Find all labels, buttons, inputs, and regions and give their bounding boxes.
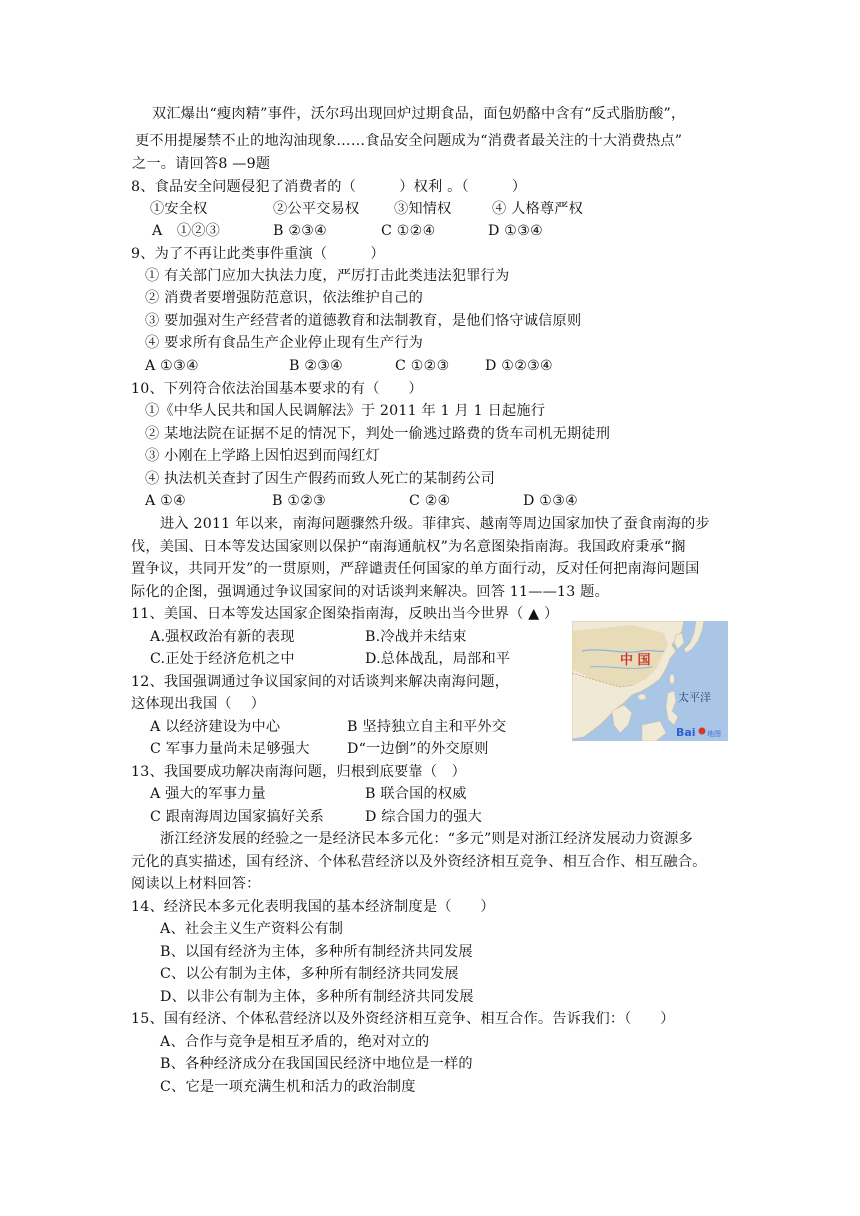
intro1-line2: 更不用提屡禁不止的地沟油现象……食品安全问题成为“消费者最关注的十大消费热点”: [135, 133, 683, 149]
q10-choice-b: B ①②③: [272, 493, 327, 509]
q14-stem: 14、经济民本多元化表明我国的基本经济制度是（ ）: [131, 899, 495, 915]
q13-stem: 13、我国要成功解决南海问题，归根到底要靠（ ）: [131, 764, 466, 780]
q11-choice-c: C.正处于经济危机之中: [150, 651, 295, 667]
map-logo-suffix: 地图: [707, 730, 721, 738]
q8-item-1: ①安全权: [150, 201, 208, 217]
q12-choice-b: B 坚持独立自主和平外交: [347, 719, 507, 735]
q12-choice-a: A 以经济建设为中心: [150, 719, 281, 735]
q9-item-4: ④ 要求所有食品生产企业停止现有生产行为: [145, 335, 424, 351]
q8-choice-a: A ①②③: [152, 223, 220, 239]
q12-stem-line2: 这体现出我国（ ）: [131, 696, 266, 712]
q9-choice-c: C ①②③: [395, 358, 450, 374]
q13-choice-b: B 联合国的权威: [365, 786, 467, 802]
q10-stem: 10、下列符合依法治国基本要求的有（ ）: [131, 381, 423, 397]
q9-choices: [145, 356, 553, 376]
south-china-sea-map: [572, 621, 728, 741]
q9-item-2: ② 消费者要增强防范意识，依法维护自己的: [145, 290, 424, 306]
q8-choices: [152, 221, 543, 241]
intro2-line4: 际化的企图，强调通过争议国家间的对话谈判来解决。回答 11——13 题。: [131, 584, 609, 600]
intro2-line3: 置争议，共同开发”的一贯原则，严辞谴责任何国家的单方面行动，反对任何把南海问题国: [131, 561, 700, 577]
q8-choice-c: C ①②④: [381, 223, 436, 239]
intro1-line3: 之一。请回答8 —9题: [132, 156, 271, 172]
q9-stem: 9、为了不再让此类事件重演（ ）: [131, 246, 385, 262]
map-label-china: 中 国: [620, 653, 651, 668]
q9-item-3: ③ 要加强对生产经营者的道德教育和法制教育，是他们恪守诚信原则: [145, 313, 582, 329]
map-logo-paw-icon: [699, 728, 706, 735]
q13-choice-c: C 跟南海周边国家搞好关系: [150, 809, 325, 825]
q9-item-1: ① 有关部门应加大执法力度，严厉打击此类违法犯罪行为: [145, 268, 510, 284]
q14-choice-d: D、以非公有制为主体，多种所有制经济共同发展: [160, 989, 474, 1005]
q11-choices-row1: [150, 627, 467, 647]
q9-choice-b: B ②③④: [289, 358, 344, 374]
intro2-line1: 进入 2011 年以来，南海问题骤然升级。菲律宾、越南等周边国家加快了蚕食南海的步: [160, 516, 710, 532]
q13-choices-row2: [150, 807, 482, 827]
q9-choice-a: A ①③④: [145, 358, 199, 374]
q10-item-2: ② 某地法院在证据不足的情况下，判处一偷逃过路费的货车司机无期徒刑: [145, 426, 611, 442]
map-taiwan: [670, 674, 675, 684]
q12-choice-d: D“一边倒”的外交原则: [347, 741, 489, 757]
q11-stem: 11、美国、日本等发达国家企图染指南海，反映出当今世界（ ▲ ）: [131, 606, 559, 622]
q11-choice-a: A.强权政治有新的表现: [150, 629, 295, 645]
q10-item-4: ④ 执法机关查封了因生产假药而致人死亡的某制药公司: [145, 471, 496, 487]
intro3-line2: 元化的真实描述，国有经济、个体私营经济以及外资经济相互竞争、相互合作、相互融合。: [131, 854, 707, 870]
map-hainan: [638, 694, 646, 700]
q10-choice-c: C ②④: [409, 493, 451, 509]
intro3-line3: 阅读以上材料回答：: [131, 876, 261, 892]
q13-choice-d: D 综合国力的强大: [365, 809, 482, 825]
q14-choice-b: B、以国有经济为主体，多种所有制经济共同发展: [160, 944, 473, 960]
intro1-line1: 双汇爆出“瘦肉精”事件，沃尔玛出现回炉过期食品，面包奶酪中含有“反式脂肪酸”，: [152, 106, 686, 122]
q10-item-3: ③ 小刚在上学路上因怕迟到而闯红灯: [145, 448, 380, 464]
map-logo-text: Bai: [676, 726, 696, 739]
q12-stem-line1: 12、我国强调通过争议国家间的对话谈判来解决南海问题，: [131, 674, 510, 690]
q8-item-2: ②公平交易权: [273, 201, 360, 217]
q13-choice-a: A 强大的军事力量: [150, 786, 266, 802]
q8-item-3: ③知情权: [394, 201, 452, 217]
q8-items: [150, 199, 583, 219]
q12-choices-row1: [150, 717, 506, 737]
q14-choice-c: C、以公有制为主体，多种所有制经济共同发展: [160, 966, 459, 982]
q15-choice-c: C、它是一项充满生机和活力的政治制度: [160, 1079, 416, 1095]
q11-choice-b: B.冷战并未结束: [365, 629, 467, 645]
q8-item-4: ④ 人格尊严权: [492, 201, 584, 217]
map-graphic: [572, 621, 728, 741]
q11-choices-row2: [150, 649, 510, 669]
q13-choices-row1: [150, 784, 467, 804]
q14-choice-a: A、社会主义生产资料公有制: [160, 921, 344, 937]
q12-choice-c: C 军事力量尚未足够强大: [150, 741, 310, 757]
q10-choices: [145, 491, 578, 511]
q10-choice-a: A ①④: [145, 493, 186, 509]
q10-choice-d: D ①③④: [523, 493, 579, 509]
q15-choice-a: A、合作与竞争是相互矛盾的，绝对对立的: [160, 1034, 430, 1050]
q11-choice-d: D.总体战乱，局部和平: [365, 651, 511, 667]
intro2-line2: 伐，美国、日本等发达国家则以保护“南海通航权”为名意图染指南海。我国政府秉承“搁: [131, 539, 686, 555]
q15-choice-b: B、各种经济成分在我国国民经济中地位是一样的: [160, 1056, 473, 1072]
q9-choice-d: D ①②③④: [485, 358, 553, 374]
q12-choices-row2: [150, 739, 489, 759]
q10-item-1: ①《中华人民共和国人民调解法》于 2011 年 1 月 1 日起施行: [145, 403, 546, 419]
q8-choice-b: B ②③④: [273, 223, 328, 239]
intro3-line1: 浙江经济发展的经验之一是经济民本多元化：“多元”则是对浙江经济发展动力资源多: [160, 831, 693, 847]
q8-choice-d: D ①③④: [488, 223, 544, 239]
map-label-pacific: 太平洋: [678, 691, 711, 704]
q8-stem: 8、食品安全问题侵犯了消费者的（ ）权利 。（ ）: [131, 179, 527, 195]
q15-stem: 15、国有经济、个体私营经济以及外资经济相互竞争、相互合作。告诉我们：（ ）: [131, 1011, 675, 1027]
